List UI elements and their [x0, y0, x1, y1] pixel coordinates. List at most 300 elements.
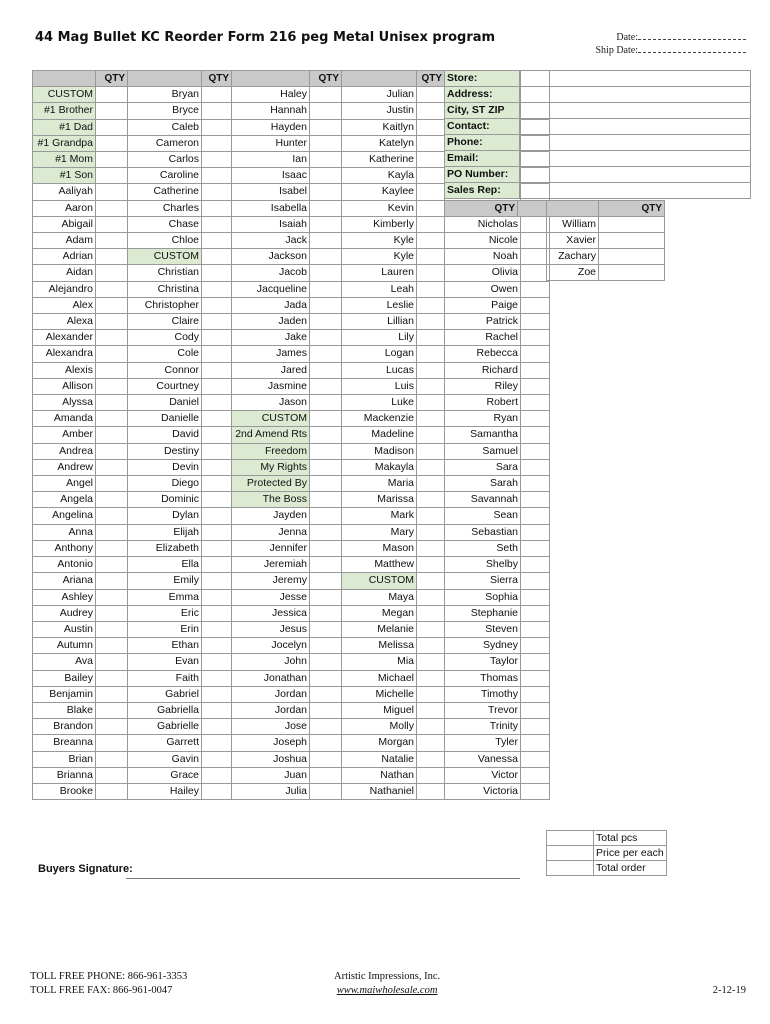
store-field-input[interactable] [520, 103, 751, 119]
name-cell: Eric [128, 605, 202, 621]
name-cell: #1 Brother [33, 103, 96, 119]
qty-input-cell[interactable] [202, 524, 232, 540]
name-cell: Jada [232, 297, 310, 313]
qty-input-cell[interactable] [202, 265, 232, 281]
extra-qty-input[interactable] [599, 217, 665, 233]
form-title: 44 Mag Bullet KC Reorder Form 216 peg Metal Unisex program [35, 30, 496, 45]
qty-input-cell[interactable] [202, 443, 232, 459]
qty-input-cell[interactable] [310, 265, 342, 281]
name-cell: Maria [342, 476, 417, 492]
qty-input-cell[interactable] [202, 330, 232, 346]
name-cell: Christina [128, 281, 202, 297]
name-cell: Emily [128, 573, 202, 589]
qty-input-cell[interactable] [96, 557, 128, 573]
name-cell: Natalie [342, 751, 417, 767]
name-cell: Jeremiah [232, 557, 310, 573]
table-row [33, 719, 550, 735]
qty-input-cell[interactable] [96, 573, 128, 589]
qty-input-cell[interactable] [202, 508, 232, 524]
qty-input-cell[interactable] [521, 751, 550, 767]
table-row [33, 670, 550, 686]
name-cell: Logan [342, 346, 417, 362]
name-cell: Ethan [128, 638, 202, 654]
qty-input-cell[interactable] [417, 686, 445, 702]
qty-input-cell[interactable] [202, 281, 232, 297]
name-cell: Jack [232, 233, 310, 249]
qty-input-cell[interactable] [96, 378, 128, 394]
name-cell: Jared [232, 362, 310, 378]
qty-input-cell[interactable] [521, 783, 550, 799]
qty-input-cell[interactable] [96, 638, 128, 654]
qty-input-cell[interactable] [202, 411, 232, 427]
name-cell: #1 Grandpa [33, 135, 96, 151]
qty-input-cell[interactable] [96, 119, 128, 135]
qty-input-cell[interactable] [417, 103, 445, 119]
qty-input-cell[interactable] [96, 135, 128, 151]
qty-input-cell[interactable] [202, 540, 232, 556]
qty-input-cell[interactable] [96, 459, 128, 475]
qty-input-cell[interactable] [310, 249, 342, 265]
qty-input-cell[interactable] [310, 411, 342, 427]
qty-input-cell[interactable] [521, 411, 550, 427]
qty-input-cell[interactable] [96, 751, 128, 767]
qty-input-cell[interactable] [417, 540, 445, 556]
totals-label: Total order [594, 861, 667, 876]
name-cell: Caleb [128, 119, 202, 135]
qty-input-cell[interactable] [202, 476, 232, 492]
qty-input-cell[interactable] [417, 492, 445, 508]
qty-input-cell[interactable] [96, 605, 128, 621]
qty-input-cell[interactable] [521, 605, 550, 621]
qty-input-cell[interactable] [96, 152, 128, 168]
qty-input-cell[interactable] [202, 152, 232, 168]
store-field-input[interactable] [520, 135, 751, 151]
qty-input-cell[interactable] [417, 330, 445, 346]
qty-input-cell[interactable] [96, 362, 128, 378]
qty-input-cell[interactable] [310, 589, 342, 605]
qty-input-cell[interactable] [417, 395, 445, 411]
qty-input-cell[interactable] [202, 378, 232, 394]
qty-input-cell[interactable] [202, 346, 232, 362]
signature-line[interactable] [126, 878, 520, 879]
qty-input-cell[interactable] [417, 168, 445, 184]
qty-input-cell[interactable] [96, 735, 128, 751]
qty-input-cell[interactable] [96, 783, 128, 799]
qty-input-cell[interactable] [310, 362, 342, 378]
qty-input-cell[interactable] [202, 135, 232, 151]
qty-input-cell[interactable] [310, 346, 342, 362]
qty-input-cell[interactable] [521, 378, 550, 394]
qty-input-cell[interactable] [417, 605, 445, 621]
store-field-input[interactable] [520, 71, 751, 87]
qty-input-cell[interactable] [417, 233, 445, 249]
qty-input-cell[interactable] [417, 670, 445, 686]
qty-input-cell[interactable] [521, 557, 550, 573]
qty-input-cell[interactable] [417, 783, 445, 799]
qty-input-cell[interactable] [96, 297, 128, 313]
qty-input-cell[interactable] [521, 702, 550, 718]
name-cell: Christian [128, 265, 202, 281]
footer-company [334, 970, 440, 998]
qty-input-cell[interactable] [417, 524, 445, 540]
table-row [33, 508, 550, 524]
store-field-row [445, 119, 751, 135]
qty-input-cell[interactable] [202, 184, 232, 200]
name-cell: Jordan [232, 686, 310, 702]
qty-input-cell[interactable] [417, 216, 445, 232]
qty-input-cell[interactable] [417, 87, 445, 103]
name-cell: Nicholas [445, 216, 521, 232]
qty-input-cell[interactable] [417, 249, 445, 265]
qty-input-cell[interactable] [310, 621, 342, 637]
qty-input-cell[interactable] [310, 314, 342, 330]
name-cell: Jesus [232, 621, 310, 637]
name-cell: Samuel [445, 443, 521, 459]
qty-input-cell[interactable] [310, 216, 342, 232]
qty-input-cell[interactable] [521, 670, 550, 686]
qty-input-cell[interactable] [96, 281, 128, 297]
qty-input-cell[interactable] [417, 702, 445, 718]
qty-input-cell[interactable] [202, 103, 232, 119]
qty-input-cell[interactable] [521, 540, 550, 556]
name-cell: Anthony [33, 540, 96, 556]
qty-input-cell[interactable] [310, 168, 342, 184]
name-cell: Sebastian [445, 524, 521, 540]
qty-input-cell[interactable] [202, 751, 232, 767]
qty-input-cell[interactable] [521, 508, 550, 524]
qty-input-cell[interactable] [96, 168, 128, 184]
qty-input-cell[interactable] [417, 281, 445, 297]
name-cell: Isabella [232, 200, 310, 216]
qty-input-cell[interactable] [521, 621, 550, 637]
name-cell: Grace [128, 767, 202, 783]
name-cell: Vanessa [445, 751, 521, 767]
qty-input-cell[interactable] [310, 686, 342, 702]
totals-value-input[interactable] [547, 846, 594, 861]
qty-input-cell[interactable] [417, 508, 445, 524]
name-cell: Kayla [342, 168, 417, 184]
qty-input-cell[interactable] [310, 557, 342, 573]
qty-input-cell[interactable] [96, 200, 128, 216]
qty-input-cell[interactable] [310, 281, 342, 297]
qty-input-cell[interactable] [417, 346, 445, 362]
qty-input-cell[interactable] [417, 314, 445, 330]
qty-input-cell[interactable] [417, 638, 445, 654]
qty-input-cell[interactable] [96, 702, 128, 718]
qty-input-cell[interactable] [310, 540, 342, 556]
qty-input-cell[interactable] [310, 638, 342, 654]
store-field-label: City, ST ZIP [445, 103, 520, 119]
qty-input-cell[interactable] [310, 87, 342, 103]
qty-input-cell[interactable] [202, 249, 232, 265]
table-row [33, 346, 550, 362]
name-cell: Angel [33, 476, 96, 492]
qty-input-cell[interactable] [96, 443, 128, 459]
table-row [33, 378, 550, 394]
qty-input-cell[interactable] [202, 216, 232, 232]
company-url[interactable]: www.maiwholesale.com [336, 985, 438, 996]
qty-input-cell[interactable] [417, 589, 445, 605]
qty-input-cell[interactable] [310, 395, 342, 411]
qty-input-cell[interactable] [310, 492, 342, 508]
name-cell: Ava [33, 654, 96, 670]
qty-input-cell[interactable] [202, 168, 232, 184]
qty-input-cell[interactable] [521, 330, 550, 346]
qty-input-cell[interactable] [310, 605, 342, 621]
qty-input-cell[interactable] [310, 767, 342, 783]
qty-input-cell[interactable] [417, 411, 445, 427]
qty-input-cell[interactable] [310, 476, 342, 492]
qty-input-cell[interactable] [417, 654, 445, 670]
toll-free-phone: TOLL FREE PHONE: 866-961-3353 [30, 971, 188, 982]
name-cell: Connor [128, 362, 202, 378]
qty-input-cell[interactable] [202, 314, 232, 330]
qty-input-cell[interactable] [202, 589, 232, 605]
qty-input-cell[interactable] [521, 297, 550, 313]
name-cell: Julian [342, 87, 417, 103]
qty-input-cell[interactable] [310, 670, 342, 686]
qty-input-cell[interactable] [96, 524, 128, 540]
qty-input-cell[interactable] [521, 281, 550, 297]
qty-input-cell[interactable] [96, 103, 128, 119]
qty-input-cell[interactable] [96, 249, 128, 265]
qty-input-cell[interactable] [310, 443, 342, 459]
extra-qty-input[interactable] [599, 233, 665, 249]
qty-input-cell[interactable] [96, 492, 128, 508]
extra-qty-input[interactable] [599, 249, 665, 265]
qty-input-cell[interactable] [417, 476, 445, 492]
qty-input-cell[interactable] [310, 751, 342, 767]
qty-input-cell[interactable] [417, 297, 445, 313]
qty-input-cell[interactable] [96, 427, 128, 443]
store-field-row [445, 103, 751, 119]
qty-input-cell[interactable] [521, 459, 550, 475]
qty-input-cell[interactable] [310, 573, 342, 589]
qty-input-cell[interactable] [521, 654, 550, 670]
qty-input-cell[interactable] [417, 735, 445, 751]
qty-input-cell[interactable] [521, 427, 550, 443]
store-field-input[interactable] [520, 87, 751, 103]
qty-input-cell[interactable] [310, 200, 342, 216]
qty-input-cell[interactable] [417, 119, 445, 135]
qty-input-cell[interactable] [417, 135, 445, 151]
qty-input-cell[interactable] [417, 184, 445, 200]
qty-input-cell[interactable] [202, 233, 232, 249]
name-cell: Matthew [342, 557, 417, 573]
qty-input-cell[interactable] [310, 654, 342, 670]
name-cell: Ian [232, 152, 310, 168]
qty-input-cell[interactable] [310, 330, 342, 346]
qty-input-cell[interactable] [521, 314, 550, 330]
qty-input-cell[interactable] [202, 735, 232, 751]
qty-input-cell[interactable] [417, 200, 445, 216]
qty-input-cell[interactable] [310, 508, 342, 524]
qty-input-cell[interactable] [521, 589, 550, 605]
store-field-input[interactable] [520, 151, 751, 167]
qty-input-cell[interactable] [417, 557, 445, 573]
ship-date-field[interactable] [638, 44, 746, 53]
qty-input-cell[interactable] [417, 362, 445, 378]
qty-input-cell[interactable] [202, 719, 232, 735]
qty-input-cell[interactable] [202, 686, 232, 702]
qty-input-cell[interactable] [202, 200, 232, 216]
qty-input-cell[interactable] [310, 233, 342, 249]
qty-input-cell[interactable] [202, 492, 232, 508]
name-cell: Katherine [342, 152, 417, 168]
store-field-row [445, 183, 751, 199]
extra-qty-input[interactable] [599, 265, 665, 281]
qty-input-cell[interactable] [96, 670, 128, 686]
qty-input-cell[interactable] [202, 395, 232, 411]
qty-input-cell[interactable] [96, 589, 128, 605]
name-cell: Blake [33, 702, 96, 718]
qty-input-cell[interactable] [521, 346, 550, 362]
qty-input-cell[interactable] [96, 767, 128, 783]
qty-input-cell[interactable] [310, 152, 342, 168]
qty-input-cell[interactable] [310, 135, 342, 151]
qty-input-cell[interactable] [417, 573, 445, 589]
qty-input-cell[interactable] [202, 638, 232, 654]
table-row [33, 395, 550, 411]
qty-input-cell[interactable] [417, 427, 445, 443]
qty-input-cell[interactable] [202, 362, 232, 378]
qty-input-cell[interactable] [202, 557, 232, 573]
qty-input-cell[interactable] [96, 654, 128, 670]
qty-input-cell[interactable] [96, 540, 128, 556]
name-cell: Jonathan [232, 670, 310, 686]
extra-name-cell: Xavier [547, 233, 599, 249]
store-field-input[interactable] [520, 183, 751, 199]
qty-input-cell[interactable] [417, 719, 445, 735]
qty-input-cell[interactable] [96, 621, 128, 637]
qty-input-cell[interactable] [202, 783, 232, 799]
qty-input-cell[interactable] [96, 216, 128, 232]
qty-input-cell[interactable] [96, 476, 128, 492]
qty-input-cell[interactable] [202, 297, 232, 313]
qty-input-cell[interactable] [521, 362, 550, 378]
name-cell: Michelle [342, 686, 417, 702]
qty-input-cell[interactable] [521, 767, 550, 783]
qty-input-cell[interactable] [202, 87, 232, 103]
name-cell: Noah [445, 249, 521, 265]
totals-value-input[interactable] [547, 861, 594, 876]
qty-input-cell[interactable] [310, 524, 342, 540]
name-cell: Alex [33, 297, 96, 313]
qty-input-cell[interactable] [202, 654, 232, 670]
name-cell: Lucas [342, 362, 417, 378]
qty-input-cell[interactable] [202, 459, 232, 475]
name-cell: Caroline [128, 168, 202, 184]
qty-input-cell[interactable] [310, 297, 342, 313]
store-field-input[interactable] [520, 119, 751, 135]
qty-input-cell[interactable] [521, 492, 550, 508]
table-row [33, 686, 550, 702]
qty-input-cell[interactable] [310, 719, 342, 735]
qty-input-cell[interactable] [96, 233, 128, 249]
name-cell: Brooke [33, 783, 96, 799]
qty-input-cell[interactable] [96, 411, 128, 427]
name-cell: Breanna [33, 735, 96, 751]
company-name: Artistic Impressions, Inc. [334, 971, 441, 982]
qty-input-cell[interactable] [202, 702, 232, 718]
qty-input-cell[interactable] [96, 395, 128, 411]
qty-input-cell[interactable] [96, 265, 128, 281]
qty-input-cell[interactable] [202, 767, 232, 783]
qty-input-cell[interactable] [521, 443, 550, 459]
qty-input-cell[interactable] [202, 670, 232, 686]
store-field-input[interactable] [520, 167, 751, 183]
qty-input-cell[interactable] [96, 686, 128, 702]
qty-input-cell[interactable] [417, 767, 445, 783]
qty-input-cell[interactable] [96, 87, 128, 103]
qty-input-cell[interactable] [310, 735, 342, 751]
date-field[interactable] [638, 31, 746, 40]
qty-input-cell[interactable] [310, 103, 342, 119]
name-cell: Dylan [128, 508, 202, 524]
qty-input-cell[interactable] [202, 605, 232, 621]
qty-input-cell[interactable] [417, 378, 445, 394]
qty-input-cell[interactable] [417, 265, 445, 281]
name-cell: Bailey [33, 670, 96, 686]
qty-input-cell[interactable] [310, 378, 342, 394]
qty-input-cell[interactable] [417, 459, 445, 475]
name-cell: Mackenzie [342, 411, 417, 427]
qty-input-cell[interactable] [521, 686, 550, 702]
qty-input-cell[interactable] [521, 395, 550, 411]
qty-input-cell[interactable] [202, 621, 232, 637]
qty-input-cell[interactable] [310, 184, 342, 200]
qty-input-cell[interactable] [96, 719, 128, 735]
qty-input-cell[interactable] [417, 443, 445, 459]
name-cell: Daniel [128, 395, 202, 411]
qty-input-cell[interactable] [310, 459, 342, 475]
store-field-label: Address: [445, 87, 520, 103]
totals-value-input[interactable] [547, 831, 594, 846]
name-cell: Lily [342, 330, 417, 346]
name-cell: #1 Son [33, 168, 96, 184]
name-cell: Isaac [232, 168, 310, 184]
qty-input-cell[interactable] [521, 476, 550, 492]
name-cell: Chase [128, 216, 202, 232]
qty-input-cell[interactable] [202, 427, 232, 443]
qty-input-cell[interactable] [310, 702, 342, 718]
name-cell: Owen [445, 281, 521, 297]
name-cell: Seth [445, 540, 521, 556]
totals-table [546, 830, 667, 876]
table-row [33, 281, 550, 297]
qty-input-cell[interactable] [202, 119, 232, 135]
qty-input-cell[interactable] [310, 427, 342, 443]
qty-input-cell[interactable] [310, 119, 342, 135]
name-cell: Bryce [128, 103, 202, 119]
qty-input-cell[interactable] [202, 573, 232, 589]
qty-input-cell[interactable] [521, 719, 550, 735]
qty-input-cell[interactable] [96, 346, 128, 362]
qty-input-cell[interactable] [521, 638, 550, 654]
qty-input-cell[interactable] [96, 330, 128, 346]
qty-input-cell[interactable] [417, 621, 445, 637]
qty-input-cell[interactable] [521, 524, 550, 540]
qty-input-cell[interactable] [521, 573, 550, 589]
qty-input-cell[interactable] [310, 783, 342, 799]
name-cell: Kevin [342, 200, 417, 216]
qty-input-cell[interactable] [417, 751, 445, 767]
qty-input-cell[interactable] [521, 735, 550, 751]
qty-input-cell[interactable] [96, 314, 128, 330]
qty-input-cell[interactable] [96, 508, 128, 524]
qty-input-cell[interactable] [96, 184, 128, 200]
qty-input-cell[interactable] [417, 152, 445, 168]
